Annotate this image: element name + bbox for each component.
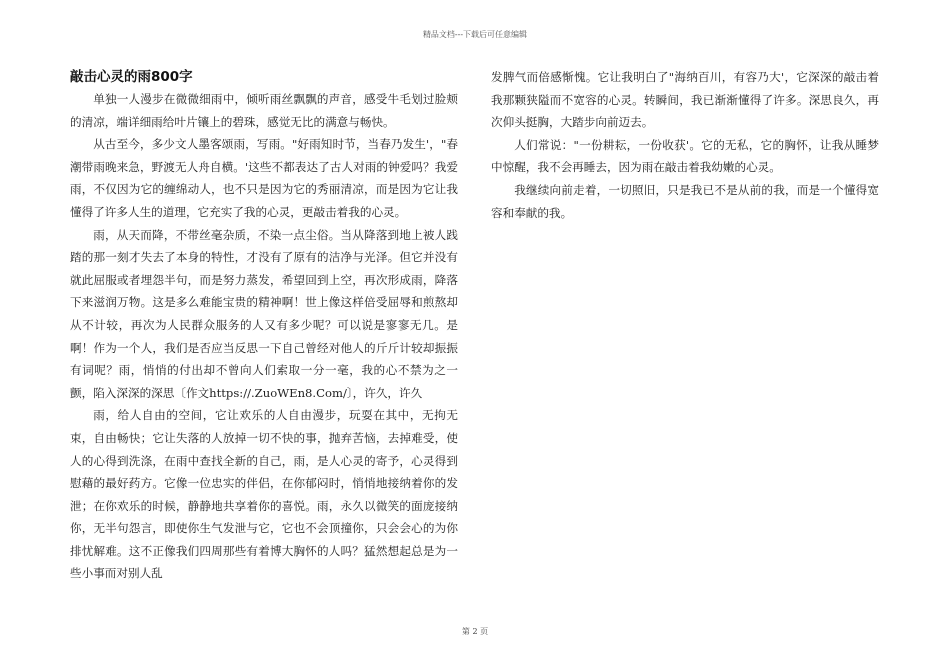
paragraph-2: 从古至今，多少文人墨客颂雨，写雨。"好雨知时节，当春乃发生'，"春潮带雨晚来急，野渡无人舟自横。'这些不都表达了古人对雨的钟爱吗？我爱雨，不仅因为它的缠绵动人，也不只是因为它的秀丽清凉，而是因为它让我懂得了许多人生的道理，它充实了我的心灵，更敲击着我的心灵。 [70,137,458,219]
paragraph-1: 单独一人漫步在微微细雨中，倾听雨丝飘飘的声音，感受牛毛划过脸颊的清凉，端详细雨给叶片镶上的碧珠，感觉无比的满意与畅快。 [70,92,458,129]
paragraph-4-continued: 发脾气而倍感惭愧。它让我明白了"海纳百川，有容乃大'，它深深的敲击着我那颗狭隘而不宽容的心灵。转瞬间，我已渐渐懂得了许多。深思良久，再次仰头挺胸，大踏步向前迈去。 [491,70,879,130]
left-column [70,66,458,585]
article-title: 敲击心灵的雨800字 [70,69,193,85]
right-column [491,66,879,224]
paragraph-4: 雨，给人自由的空间，它让欢乐的人自由漫步，玩耍在其中，无拘无束，自由畅快；它让失落的人放掉一切不快的事，抛弃苦恼，去掉难受，使人的心得到洗涤，在雨中查找全新的自己，雨，是人心灵的寄予，心灵得到慰藉的最好药方。它像一位忠实的伴侣，在你郁闷时，悄悄地接纳着你的发泄；在你欢乐的时候，静静地共享着你的喜悦。雨，永久以微笑的面庞接纳你，无半句怨言，即使你生气发泄与它，它也不会顶撞你，只会会心的为你排忧解难。这不正像我们四周那些有着博大胸怀的人吗？猛然想起总是为一些小事而对别人乱 [70,408,458,581]
header-note: 精品文档---下载后可任意编辑 [422,30,528,39]
paragraph-3: 雨，从天而降，不带丝毫杂质，不染一点尘俗。当从降落到地上被人践踏的那一刻才失去了本身的特性，才没有了原有的洁净与光泽。但它并没有就此屈服或者埋怨半句，而是努力蒸发，希望回到上空，再次形成雨，降落下来滋润万物。这是多么难能宝贵的精神啊！世上像这样倍受屈辱和煎熬却从不计较，再次为人民群众服务的人又有多少呢？可以说是寥寥无几。是啊！作为一个人，我们是否应当反思一下自己曾经对他人的斤斤计较却振振有词呢？雨，悄悄的付出却不曾向人们索取一分一毫，我的心不禁为之一颤，陷入深深的深思〔作文https://.ZuoWEn8.Com/〕，许久，许久 [70,227,458,400]
page-number: 第 2 页 [461,627,489,636]
paragraph-5: 人们常说："一份耕耘，一份收获'。它的无私，它的胸怀，让我从睡梦中惊醒，我不会再睡去，因为雨在敲击着我幼嫩的心灵。 [491,137,879,175]
paragraph-6: 我继续向前走着，一切照旧，只是我已不是从前的我，而是一个懂得宽容和奉献的我。 [491,182,879,220]
